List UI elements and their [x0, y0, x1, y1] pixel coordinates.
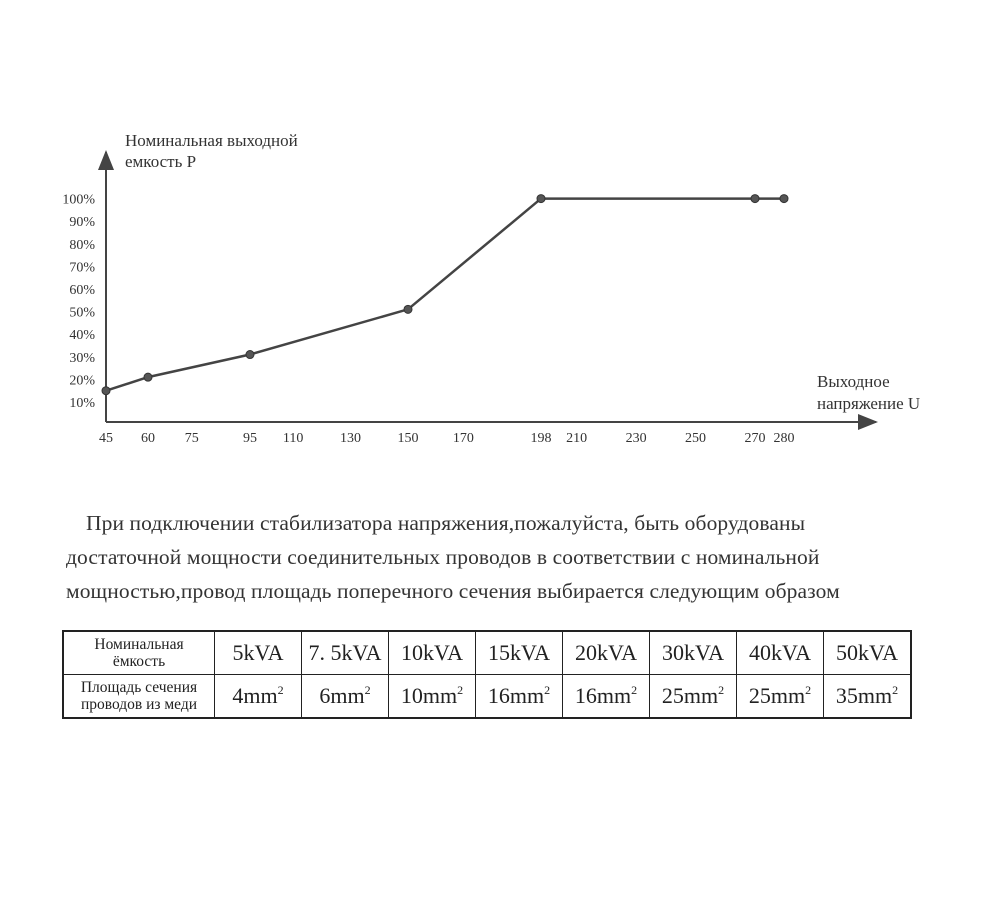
y-tick-label: 100%: [62, 192, 95, 208]
data-point: [751, 195, 759, 203]
unit-superscript: 2: [544, 683, 551, 697]
x-tick-labels: [99, 431, 795, 446]
y-tick-label: 70%: [69, 260, 95, 276]
series-line: [106, 199, 784, 391]
y-tick-label: 60%: [69, 283, 95, 298]
x-tick-label: 230: [625, 431, 647, 446]
y-tick-label: 20%: [69, 373, 95, 389]
capacity-cell: 40kVA: [737, 631, 824, 675]
row-header-capacity-line-2: ёмкость: [112, 653, 166, 670]
cross-section-cell: [824, 675, 912, 719]
x-tick-label: 270: [744, 431, 766, 446]
cross-section-cell: [215, 675, 302, 719]
table-row-cross-section: [63, 675, 911, 719]
cross-section-value: 10mm: [400, 683, 458, 708]
x-tick-label: 250: [685, 431, 707, 446]
data-point: [144, 373, 152, 381]
capacity-cell: 10kVA: [389, 631, 476, 675]
unit-superscript: 2: [277, 683, 284, 697]
cross-section-value: 16mm: [574, 683, 632, 708]
x-tick-label: 130: [340, 431, 362, 446]
x-tick-label: 198: [530, 431, 552, 446]
cross-section-value: 25mm: [661, 683, 719, 708]
row-header-cross-section-line-2: проводов из меди: [80, 696, 198, 713]
unit-superscript: 2: [364, 683, 371, 697]
x-tick-label: 75: [184, 431, 199, 446]
note-line-3: мощностью,провод площадь поперечного сечения выбирается следующим образом: [66, 579, 840, 603]
data-point: [404, 305, 412, 313]
data-point: [102, 387, 110, 395]
cross-section-value: 35mm: [835, 683, 893, 708]
unit-superscript: 2: [631, 683, 638, 697]
unit-superscript: 2: [457, 683, 464, 697]
wire-size-table: [62, 630, 912, 719]
y-tick-label: 80%: [69, 237, 95, 253]
y-tick-label: 40%: [69, 328, 95, 344]
unit-superscript: 2: [892, 683, 899, 697]
x-tick-label: 210: [566, 431, 588, 446]
cross-section-cell: [389, 675, 476, 719]
capacity-cell: 5kVA: [215, 631, 302, 675]
cross-section-value: 16mm: [487, 683, 545, 708]
data-point: [246, 351, 254, 359]
y-tick-labels: [62, 193, 95, 411]
capacity-cell: 30kVA: [650, 631, 737, 675]
x-tick-label: 95: [243, 431, 257, 446]
capacity-cell: 50kVA: [824, 631, 912, 675]
unit-superscript: 2: [805, 683, 812, 697]
row-header-capacity: [63, 631, 215, 675]
cross-section-cell: [302, 675, 389, 719]
capacity-cell: 20kVA: [563, 631, 650, 675]
cross-section-value: 6mm: [319, 683, 365, 708]
y-tick-label: 10%: [69, 396, 95, 411]
x-tick-label: 110: [282, 431, 304, 446]
note-line-2: достаточной мощности соединительных проводов в соответствии с номинальной: [66, 545, 820, 569]
cross-section-cell: [563, 675, 650, 719]
x-tick-label: 280: [773, 431, 795, 446]
cross-section-cell: [737, 675, 824, 719]
row-header-capacity-line-1: Номинальная: [94, 636, 184, 653]
y-axis-title-line-2: емкость P: [125, 152, 197, 171]
cross-section-cell: [650, 675, 737, 719]
x-tick-label: 150: [397, 431, 419, 446]
note-line-1: При подключении стабилизатора напряжения,пожалуйста, быть оборудованы: [86, 511, 806, 535]
cross-section-value: 4mm: [232, 683, 278, 708]
data-point: [780, 195, 788, 203]
y-tick-label: 90%: [69, 215, 95, 231]
y-axis-title-line-1: Номинальная выходной: [125, 131, 298, 150]
x-axis-title-line-1: Выходное: [817, 372, 890, 391]
capacity-cell: 15kVA: [476, 631, 563, 675]
x-tick-label: 170: [452, 431, 474, 446]
unit-superscript: 2: [718, 683, 725, 697]
table-row-capacity: [63, 631, 911, 675]
x-axis-title-line-2: напряжение U: [817, 394, 921, 413]
x-tick-label: 60: [141, 431, 155, 446]
data-point: [537, 195, 545, 203]
cross-section-cell: [476, 675, 563, 719]
connection-note: [66, 506, 956, 608]
cross-section-value: 25mm: [748, 683, 806, 708]
x-tick-label: 45: [99, 431, 113, 446]
y-tick-label: 50%: [69, 305, 95, 321]
row-header-cross-section: [63, 675, 215, 719]
capacity-cell: 7. 5kVA: [302, 631, 389, 675]
row-header-cross-section-line-1: Площадь сечения: [80, 679, 198, 696]
y-tick-label: 30%: [69, 350, 95, 366]
